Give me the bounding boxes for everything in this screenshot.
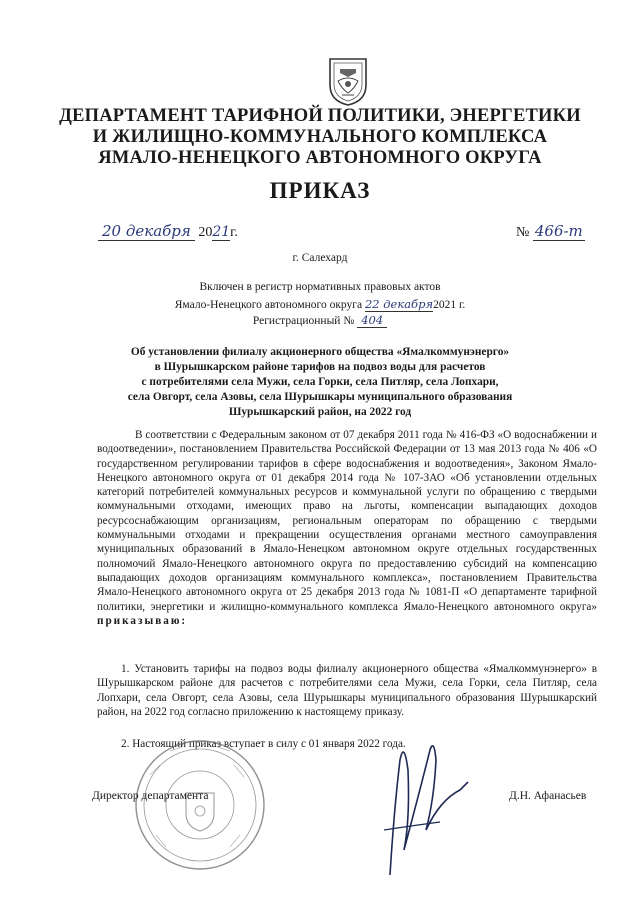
order-date [98,222,238,241]
department-title-line-3: ЯМАЛО-НЕНЕЦКОГО АВТОНОМНОГО ОКРУГА [98,148,542,168]
signatory-position: Директор департамента [92,790,209,802]
preamble-text: В соответствии с Федеральным законом от 07 декабря 2011 года № 416-ФЗ «О водоснабжении и водоотведении», постановлением Правительства Российской Федерации от 13 мая 2013 года № 406 «О государственном регулировании тарифов в сфере водоснабжения и водоотведения», Законом Ямало-Ненецкого автономного округа от 01 декабря 2014 года № 107-ЗАО «Об установлении отдельных категорий потребителей коммунальных ресурсов и коммунальной услуги по обращению с твердыми коммунальными отходами, имеющих право на льготы, компенсации выпадающих доходов ресурсоснабжающим организациям, региональным операторам по обращению с твердыми коммунальными отходами и прекращении осуществления органами местного самоуправления муниципальных образований в Ямало-Ненецком автономном округе отдельных государственных полномочий Ямало-Ненецкого автономного округа по предоставлению субсидий на компенсацию выпадающих доходов организациям коммунального комплекса», постановлением Правительства Ямало-Ненецкого автономного округа от 25 декабря 2013 года № 1081-П «О департаменте тарифной политики, энергетики и жилищно-коммунального комплекса Ямало-Ненецкого автономного округа» [97,429,597,613]
registry-line-3 [0,313,640,327]
registry-date-handwritten: 22 декабря [364,297,434,311]
preamble-paragraph [97,428,597,628]
subject-line-3: с потребителями села Мужи, села Горки, села Питляр, села Лопхари, [141,376,499,388]
order-number [516,222,585,241]
registry-year: 2021 г. [433,299,466,311]
number-handwritten: 466-т [534,222,583,240]
registry-line-2 [0,297,640,311]
order-subject [110,345,530,420]
date-suffix: г. [230,225,238,240]
number-prefix: № [516,225,530,240]
department-title-line-1: ДЕПАРТАМЕНТ ТАРИФНОЙ ПОЛИТИКИ, ЭНЕРГЕТИКИ [59,106,581,126]
order-word: приказываю: [97,614,188,627]
date-handwritten: 20 декабря [98,222,195,241]
registry-line-1: Включен в регистр нормативных правовых актов [199,281,441,293]
subject-line-2: в Шурышкарском районе тарифов на подвоз воды для расчетов [154,361,486,373]
document-type: ПРИКАЗ [269,178,371,203]
order-item-2: 2. Настоящий приказ вступает в силу с 01 января 2022 года. [121,738,406,750]
registry-number-handwritten: 404 [357,313,387,328]
date-year-prefix: 20 [198,225,213,240]
department-title-line-2: И ЖИЛИЩНО-КОММУНАЛЬНОГО КОМПЛЕКСА [92,127,548,147]
registry-region: Ямало-Ненецкого автономного округа [174,299,363,311]
order-item-1: 1. Установить тарифы на подвоз воды филиалу акционерного общества «Ямалкоммунэнерго» в Шурышкарском районе для расчетов с потребителями села Мужи, села Горки, села Питляр, села Лопхари, села Овгорт, села Азовы, села Шурышкары муниципального образования Шурышкарский район, на 2022 год согласно приложению к настоящему приказу. [97,663,597,718]
subject-line-4: села Овгорт, села Азовы, села Шурышкары муниципального образования [127,391,513,403]
date-year-handwritten: 21 [212,224,231,240]
seal-stamp-icon [130,735,270,875]
city: г. Салехард [292,252,348,264]
subject-line-5: Шурышкарский район, на 2022 год [228,406,412,418]
coat-of-arms-icon [326,55,370,107]
subject-line-1: Об установлении филиалу акционерного общества «Ямалкоммунэнерго» [130,346,510,358]
signatory-name: Д.Н. Афанасьев [509,790,587,802]
registry-number-label: Регистрационный № [252,315,355,327]
signature-icon [370,730,480,880]
